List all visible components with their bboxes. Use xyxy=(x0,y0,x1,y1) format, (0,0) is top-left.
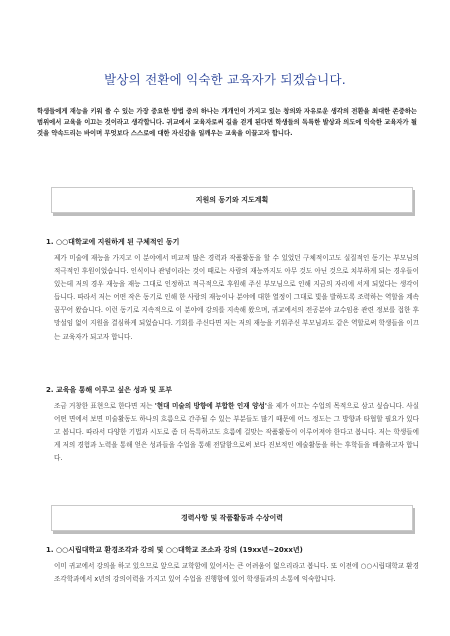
section-header-label: 지원의 동기와 지도계획 xyxy=(195,196,269,204)
section-motivation xyxy=(37,237,419,344)
section-header-box-motivation xyxy=(51,187,413,213)
section-header-label: 경력사항 및 작품활동과 수상이력 xyxy=(181,514,283,522)
section-heading: 2. 교육을 통해 이루고 싶은 성과 및 포부 xyxy=(46,386,173,394)
section-heading: 1. ○○대학교에 지원하게 된 구체적인 동기 xyxy=(46,238,180,246)
section-header-box-career xyxy=(51,505,413,531)
section-heading: 1. ○○시립대학교 환경조각과 강의 및 ○○대학교 조소과 강의 (19xx년~20xx년) xyxy=(46,546,303,554)
section-career xyxy=(37,545,419,612)
section-body: 제가 미술에 재능을 가지고 이 분야에서 비교적 많은 경력과 작품활동을 할 수 있었던 구체적이고도 실질적인 동기는 부모님의 적극적인 후원이었습니다. 인식이나 관념이라는 것이 때로는 사람의 재능까지도 아무 것도 아닌 것으로 치부하게 되는 경우들이 있는데 저의 경우 재능을 재능 그대로 인정하고 적극적으로 후원해 주신 부모님으로 인해 지금의 자리에 서게 되었다는 생각이 듭니다. 따라서 저는 어떤 작은 동기로 인해 한 사람의 재능이나 분야에 대한 열정이 그대로 빛을 발하도록 조력하는 역할을 계속 꿈꾸어 왔습니다. 이런 동기로 지속적으로 이 분야에 강의를 지속해 왔으며, 귀교에서의 전공분야 교수임용 관련 정보를 접한 후 망설임 없이 지원을 결심하게 되었습니다. 기회를 주신다면 저는 저의 재능을 키워주신 부모님과도 같은 역할로써 학생들을 이끄는 교육자가 되고자 합니다. xyxy=(54,254,419,341)
section-goals xyxy=(37,385,419,465)
intro-paragraph: 학생들에게 재능을 키워 줄 수 있는 가장 중요한 방법 중의 하나는 개개인이 가지고 있는 창의와 자유로운 생각의 전환을 최대한 존중하는 범위에서 교육을 이끄는 것이라고 생각합니다. 귀교에서 교육자로써 길을 걷게 된다면 학생들의 독특한 발상과 의도에 익숙한 교육자가 될 것을 약속드리는 바이며 무엇보다 스스로에 대한 자신감을 일깨우는 교육을 이끌고자 합니다. xyxy=(37,108,417,137)
section-body xyxy=(54,400,419,465)
highlight-text: '현대 미술의 방향에 부합한 인재 양성' xyxy=(154,402,267,410)
section-body: 이미 귀교에서 강의을 하고 있으므로 앞으로 교학함에 있어서는 큰 어려움이 없으리라고 봅니다. 또 이전에 ○○시립대학교 환경조각학과에서 x년의 강의이력을 가지고 있어 수업을 진행함에 있어 학생들과의 소통에 익숙합니다. xyxy=(54,562,419,584)
body-text: 조금 거창한 표현으로 한다면 저는 xyxy=(54,402,155,410)
body-text: 을 제가 이끄는 수업의 목적으로 삼고 싶습니다. 사실 어떤 면에서 보면 미술활동도 하나의 흐름으로 간주될 수 있는 부분들도 많기 때문에 어느 정도는 그 방향과 타협할 필요가 있다고 봅니다. 따라서 다양한 기법과 시도로 좀 더 독특하고도 흐름에 걸맞는 작품활동이 이루어져야 한다고 봅니다. 저는 학생들에게 저의 경험과 노력을 통해 얻은 성과들을 수업을 통해 전달함으로써 보다 진보적인 예술활동을 하는 후학들을 배출하고자 합니다. xyxy=(54,402,419,463)
page-title: 발상의 전환에 익숙한 교육자가 되겠습니다. xyxy=(104,72,346,87)
